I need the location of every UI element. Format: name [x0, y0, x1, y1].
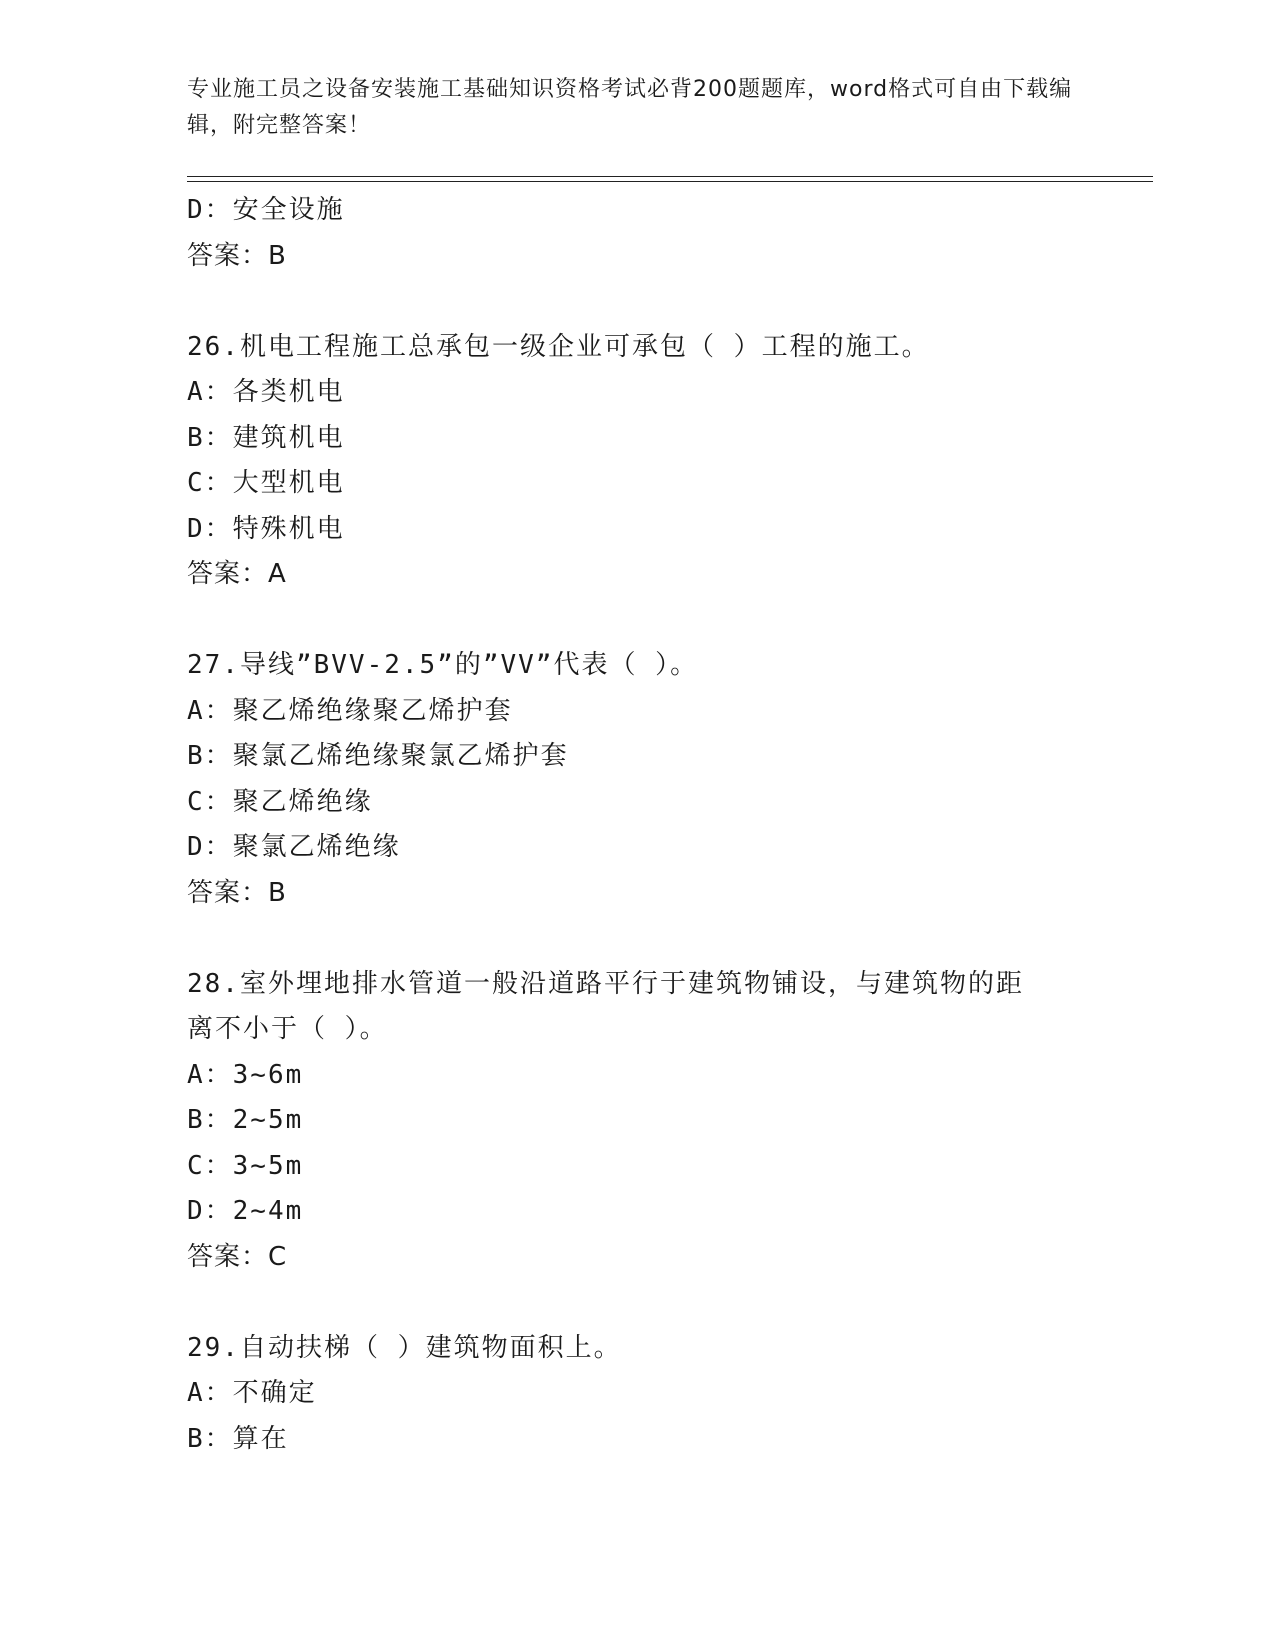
spacer [187, 916, 1087, 962]
option-b: B：2~5m [187, 1105, 304, 1135]
option-a: A：聚乙烯绝缘聚乙烯护套 [187, 695, 513, 726]
document-header: 专业施工员之设备安装施工基础知识资格考试必背200题题库，word格式可自由下载编辑，附完整答案！ [187, 77, 1073, 138]
option-b: B：算在 [187, 1423, 289, 1454]
answer: 答案：B [187, 877, 287, 908]
document-body [187, 188, 1087, 1462]
question-28 [187, 962, 1087, 1281]
option-c: C：聚乙烯绝缘 [187, 786, 373, 817]
question-text: 26.机电工程施工总承包一级企业可承包（ ）工程的施工。 [187, 331, 930, 362]
answer: 答案：A [187, 559, 287, 589]
header-divider-bottom [187, 181, 1153, 182]
option-b: B：聚氯乙烯绝缘聚氯乙烯护套 [187, 741, 569, 771]
question-text: 29.自动扶梯（ ）建筑物面积上。 [187, 1332, 622, 1363]
spacer [187, 279, 1087, 325]
option-d: D：聚氯乙烯绝缘 [187, 832, 401, 862]
option-a: A：3~6m [187, 1059, 304, 1090]
question-29 [187, 1326, 1087, 1463]
answer: 答案：B [187, 240, 287, 271]
question-26 [187, 325, 1087, 598]
question-27 [187, 643, 1087, 916]
option-d: D：特殊机电 [187, 513, 345, 544]
spacer [187, 598, 1087, 644]
top-fragment [187, 188, 1087, 279]
option-b: B：建筑机电 [187, 422, 345, 453]
answer: 答案：C [187, 1241, 288, 1272]
option-a: A：不确定 [187, 1378, 317, 1408]
question-text: 27.导线”BVV-2.5”的”VV”代表（ ）。 [187, 650, 699, 680]
spacer [187, 1280, 1087, 1326]
question-text: 28.室外埋地排水管道一般沿道路平行于建筑物铺设，与建筑物的距离不小于（ ）。 [187, 968, 1024, 1044]
option-d: D：安全设施 [187, 195, 345, 225]
option-a: A：各类机电 [187, 377, 345, 407]
header-divider-top [187, 176, 1153, 177]
option-c: C：大型机电 [187, 468, 345, 498]
option-c: C：3~5m [187, 1150, 304, 1181]
option-d: D：2~4m [187, 1196, 304, 1226]
